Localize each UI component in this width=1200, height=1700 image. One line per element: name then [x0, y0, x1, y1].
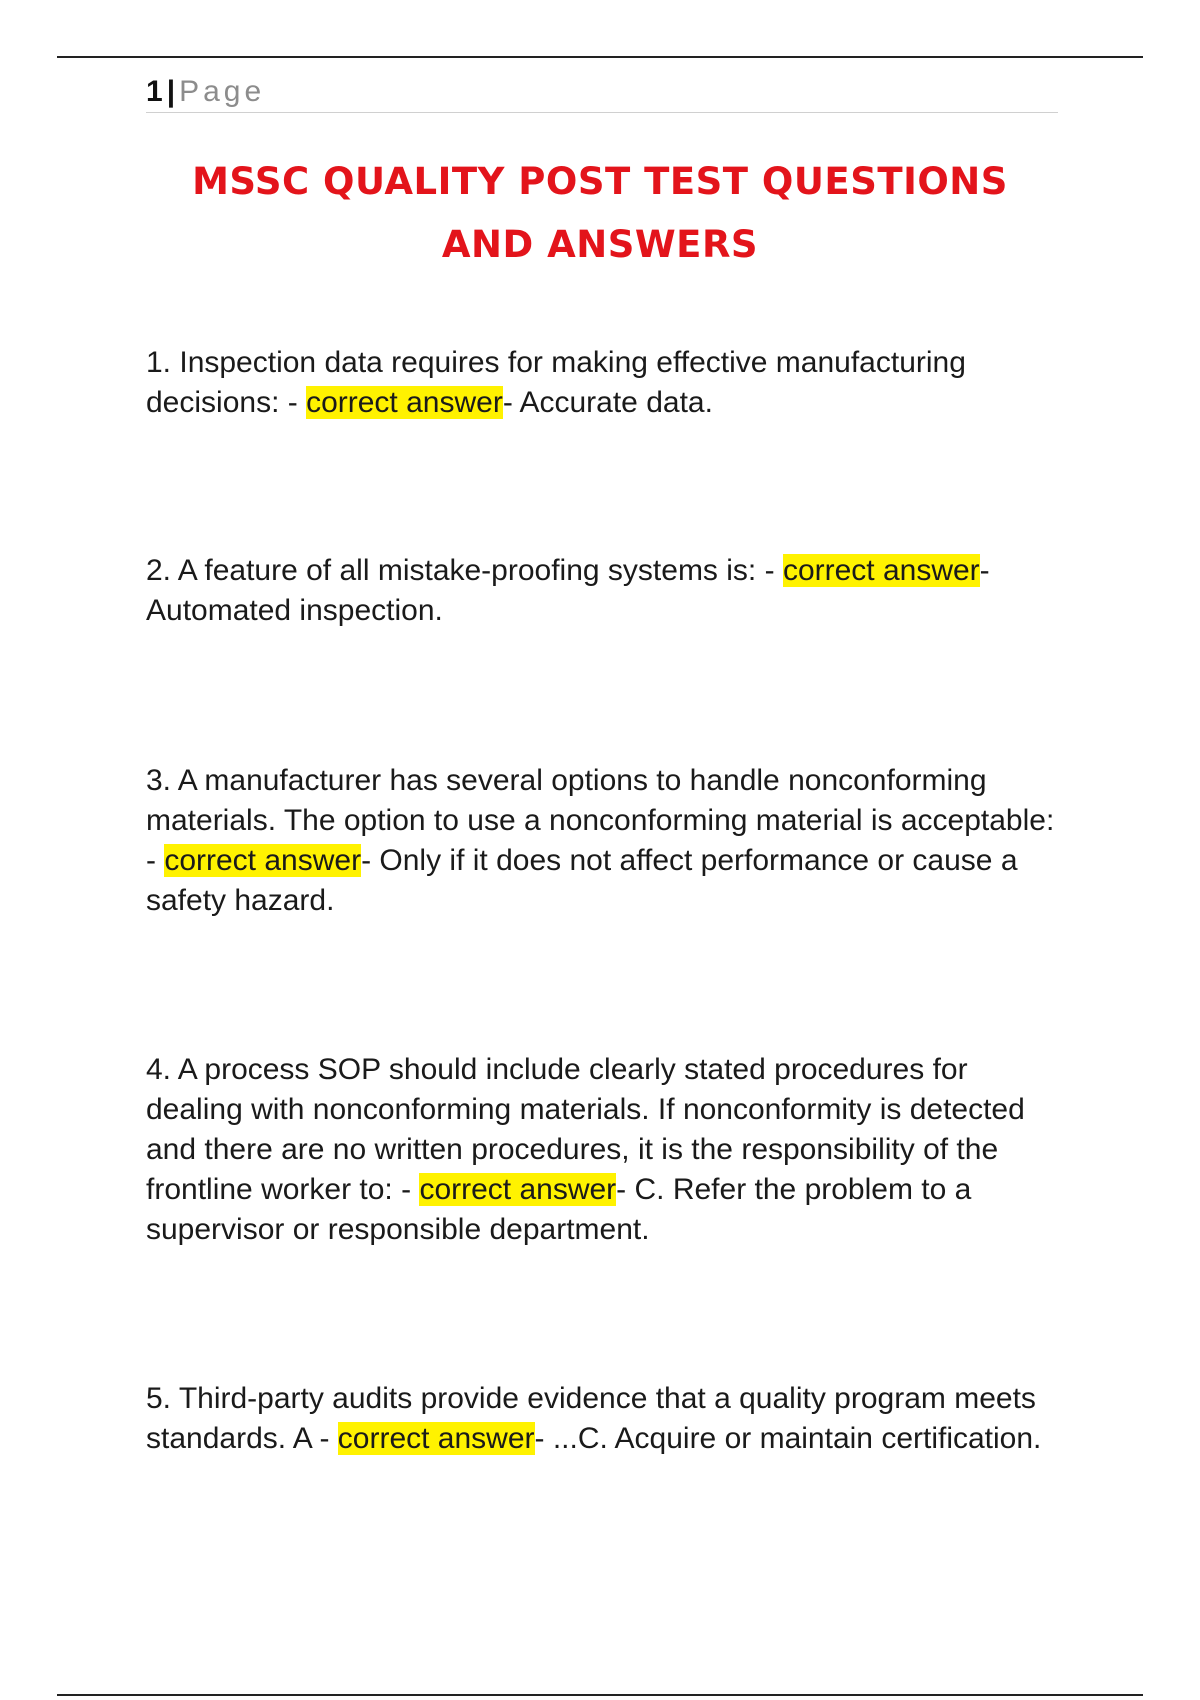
question-4	[146, 1050, 1066, 1250]
correct-answer-highlight: correct answer	[164, 844, 362, 877]
answer-text: - Accurate data.	[502, 386, 713, 419]
correct-answer-highlight: correct answer	[337, 1422, 535, 1455]
question-text: 1. Inspection data requires for making effective manufacturing decisions: -	[146, 346, 966, 419]
answer-text: - C. Refer the problem to a supervisor or responsible department.	[146, 1173, 972, 1246]
page-number: 1	[146, 75, 163, 108]
title-line-1: MSSC QUALITY POST TEST QUESTIONS	[192, 160, 1008, 203]
question-3	[146, 761, 1066, 921]
answer-text: - Automated inspection.	[146, 554, 990, 627]
question-text: 3. A manufacturer has several options to handle nonconforming materials. The option to use a nonconforming material is acceptable: -	[146, 764, 1055, 877]
title-line-2: AND ANSWERS	[441, 223, 759, 266]
answer-text: - ...C. Acquire or maintain certification.	[534, 1422, 1042, 1455]
question-text: 2. A feature of all mistake-proofing systems is: -	[146, 554, 783, 587]
bottom-rule	[57, 1694, 1143, 1696]
question-2	[146, 551, 1066, 631]
answer-text: - Only if it does not affect performance or cause a safety hazard.	[146, 844, 1018, 917]
question-text: 5. Third-party audits provide evidence that a quality program meets standards. A -	[146, 1382, 1036, 1455]
page-header	[146, 72, 1058, 113]
question-text: 4. A process SOP should include clearly stated procedures for dealing with nonconforming materials. If nonconformity is detected and there are no written procedures, it is the responsibility of the frontline worker to: -	[146, 1053, 1025, 1206]
document-title	[120, 150, 1080, 276]
question-5	[146, 1379, 1066, 1459]
correct-answer-highlight: correct answer	[306, 386, 503, 419]
page-separator: |	[166, 75, 176, 108]
page-label: Page	[179, 75, 266, 108]
correct-answer-highlight: correct answer	[419, 1173, 617, 1206]
correct-answer-highlight: correct answer	[782, 554, 980, 587]
question-1	[146, 343, 1066, 423]
top-rule	[57, 56, 1143, 58]
